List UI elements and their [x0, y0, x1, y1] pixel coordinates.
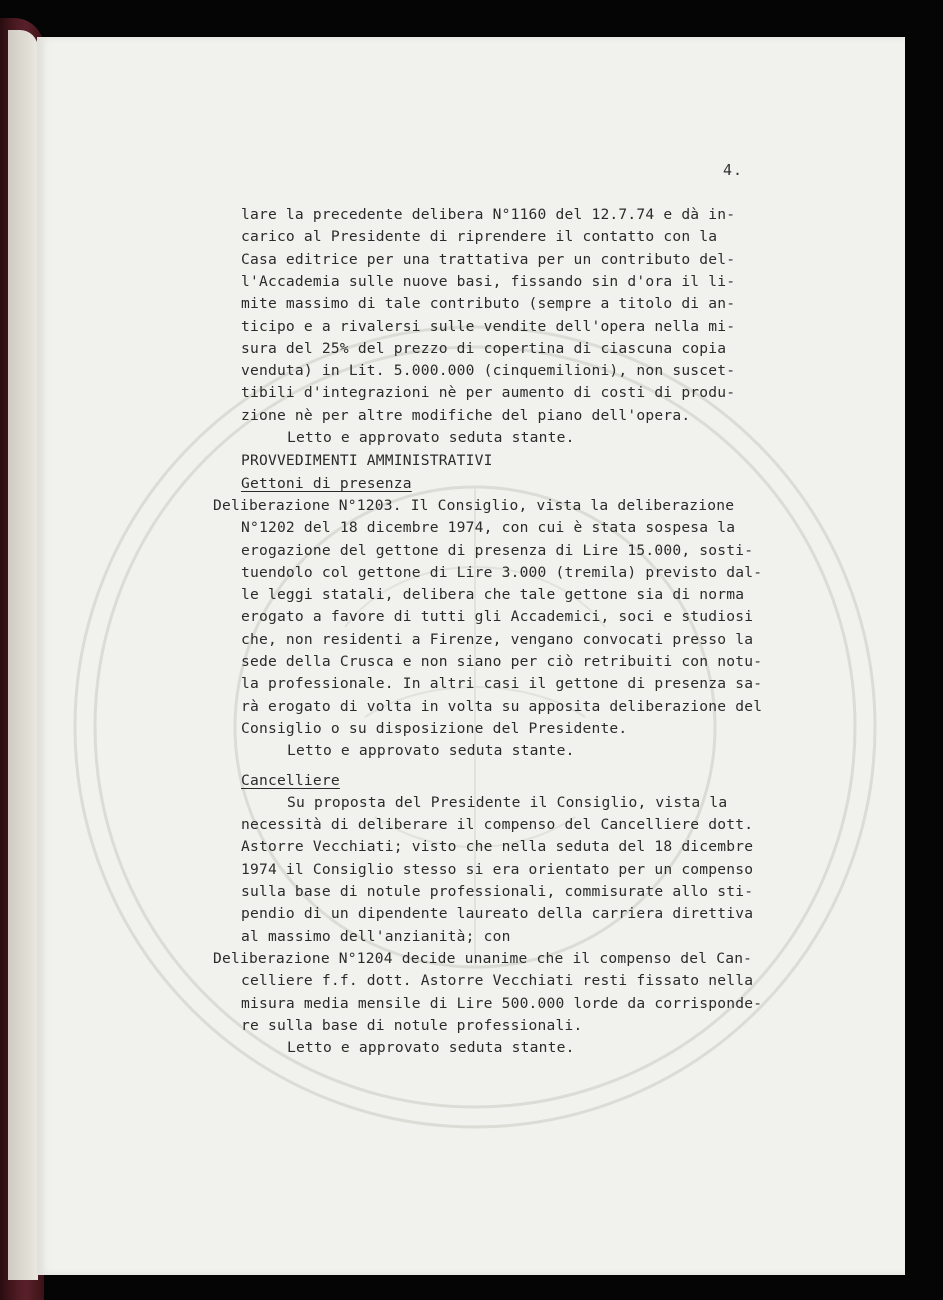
deliberation-1203-line: Consiglio o su disposizione del Presidente. [241, 719, 628, 737]
deliberation-1204-line: celliere f.f. dott. Astorre Vecchiati resti fissato nella [241, 972, 754, 990]
paragraph-1-line: venduta) in Lit. 5.000.000 (cinquemilioni), non suscet- [241, 362, 736, 380]
deliberation-1203-line: che, non residenti a Firenze, vengano convocati presso la [241, 630, 754, 648]
paragraph-1-line: Casa editrice per una trattativa per un contributo del- [241, 250, 736, 268]
subheading-gettoni: Gettoni di presenza [241, 474, 412, 492]
cancelliere-paragraph-line: al massimo dell'anzianità; con [241, 927, 511, 945]
cancelliere-paragraph-line: Astorre Vecchiati; visto che nella seduta del 18 dicembre [241, 838, 754, 856]
cancelliere-paragraph-line: pendio di un dipendente laureato della carriera direttiva [241, 905, 754, 923]
deliberation-1204-line: re sulla base di notule professionali. [241, 1016, 583, 1034]
subheading-cancelliere: Cancelliere [241, 771, 340, 789]
paragraph-1-line: carico al Presidente di riprendere il contatto con la [241, 228, 718, 246]
page-number: 4. [723, 161, 744, 179]
cancelliere-paragraph-line: 1974 il Consiglio stesso si era orientato per un compenso [241, 860, 754, 878]
approval-note-3: Letto e approvato seduta stante. [287, 1039, 575, 1057]
section-heading: PROVVEDIMENTI AMMINISTRATIVI [241, 452, 493, 470]
paragraph-1-line: mite massimo di tale contributo (sempre a titolo di an- [241, 295, 736, 313]
paragraph-1-line: sura del 25% del prezzo di copertina di ciascuna copia [241, 339, 727, 357]
deliberation-1203-line: Deliberazione N°1203. Il Consiglio, vista la deliberazione [213, 496, 735, 514]
deliberation-1203-line: erogato a favore di tutti gli Accademici, soci e studiosi [241, 608, 754, 626]
deliberation-1204-line: misura media mensile di Lire 500.000 lorde da corrisponde- [241, 994, 763, 1012]
paragraph-1-line: zione nè per altre modifiche del piano dell'opera. [241, 406, 691, 424]
approval-note-2: Letto e approvato seduta stante. [287, 742, 575, 760]
deliberation-1203-line: erogazione del gettone di presenza di Lire 15.000, sosti- [241, 541, 754, 559]
paragraph-1-line: lare la precedente delibera N°1160 del 12.7.74 e dà in- [241, 206, 736, 223]
document-page [37, 37, 905, 1275]
paragraph-1-line: tibili d'integrazioni nè per aumento di costi di produ- [241, 384, 736, 402]
approval-note-1: Letto e approvato seduta stante. [287, 429, 575, 446]
deliberation-1203-line: sede della Crusca e non siano per ciò retribuiti con notu- [241, 653, 763, 670]
deliberation-1203-line: tuendolo col gettone di Lire 3.000 (tremila) previsto dal- [241, 563, 763, 581]
paragraph-1-line: l'Accademia sulle nuove basi, fissando sin d'ora il li- [241, 272, 736, 290]
deliberation-1203-line: rà erogato di volta in volta su apposita deliberazione del [241, 697, 763, 715]
paragraph-1-line: ticipo e a rivalersi sulle vendite dell'opera nella mi- [241, 317, 736, 335]
underlying-page-edge-inner [8, 30, 38, 1280]
cancelliere-paragraph-line: necessità di deliberare il compenso del Cancelliere dott. [241, 816, 754, 834]
cancelliere-paragraph-line: Su proposta del Presidente il Consiglio, vista la [287, 793, 728, 811]
deliberation-1204-line: Deliberazione N°1204 decide unanime che il compenso del Can- [213, 949, 753, 967]
deliberation-1203-line: la professionale. In altri casi il gettone di presenza sa- [241, 675, 763, 693]
deliberation-1203-line: N°1202 del 18 dicembre 1974, con cui è stata sospesa la [241, 519, 736, 537]
cancelliere-paragraph-line: sulla base di notule professionali, commisurate allo sti- [241, 883, 754, 900]
deliberation-1203-line: le leggi statali, delibera che tale gettone sia di norma [241, 586, 745, 604]
